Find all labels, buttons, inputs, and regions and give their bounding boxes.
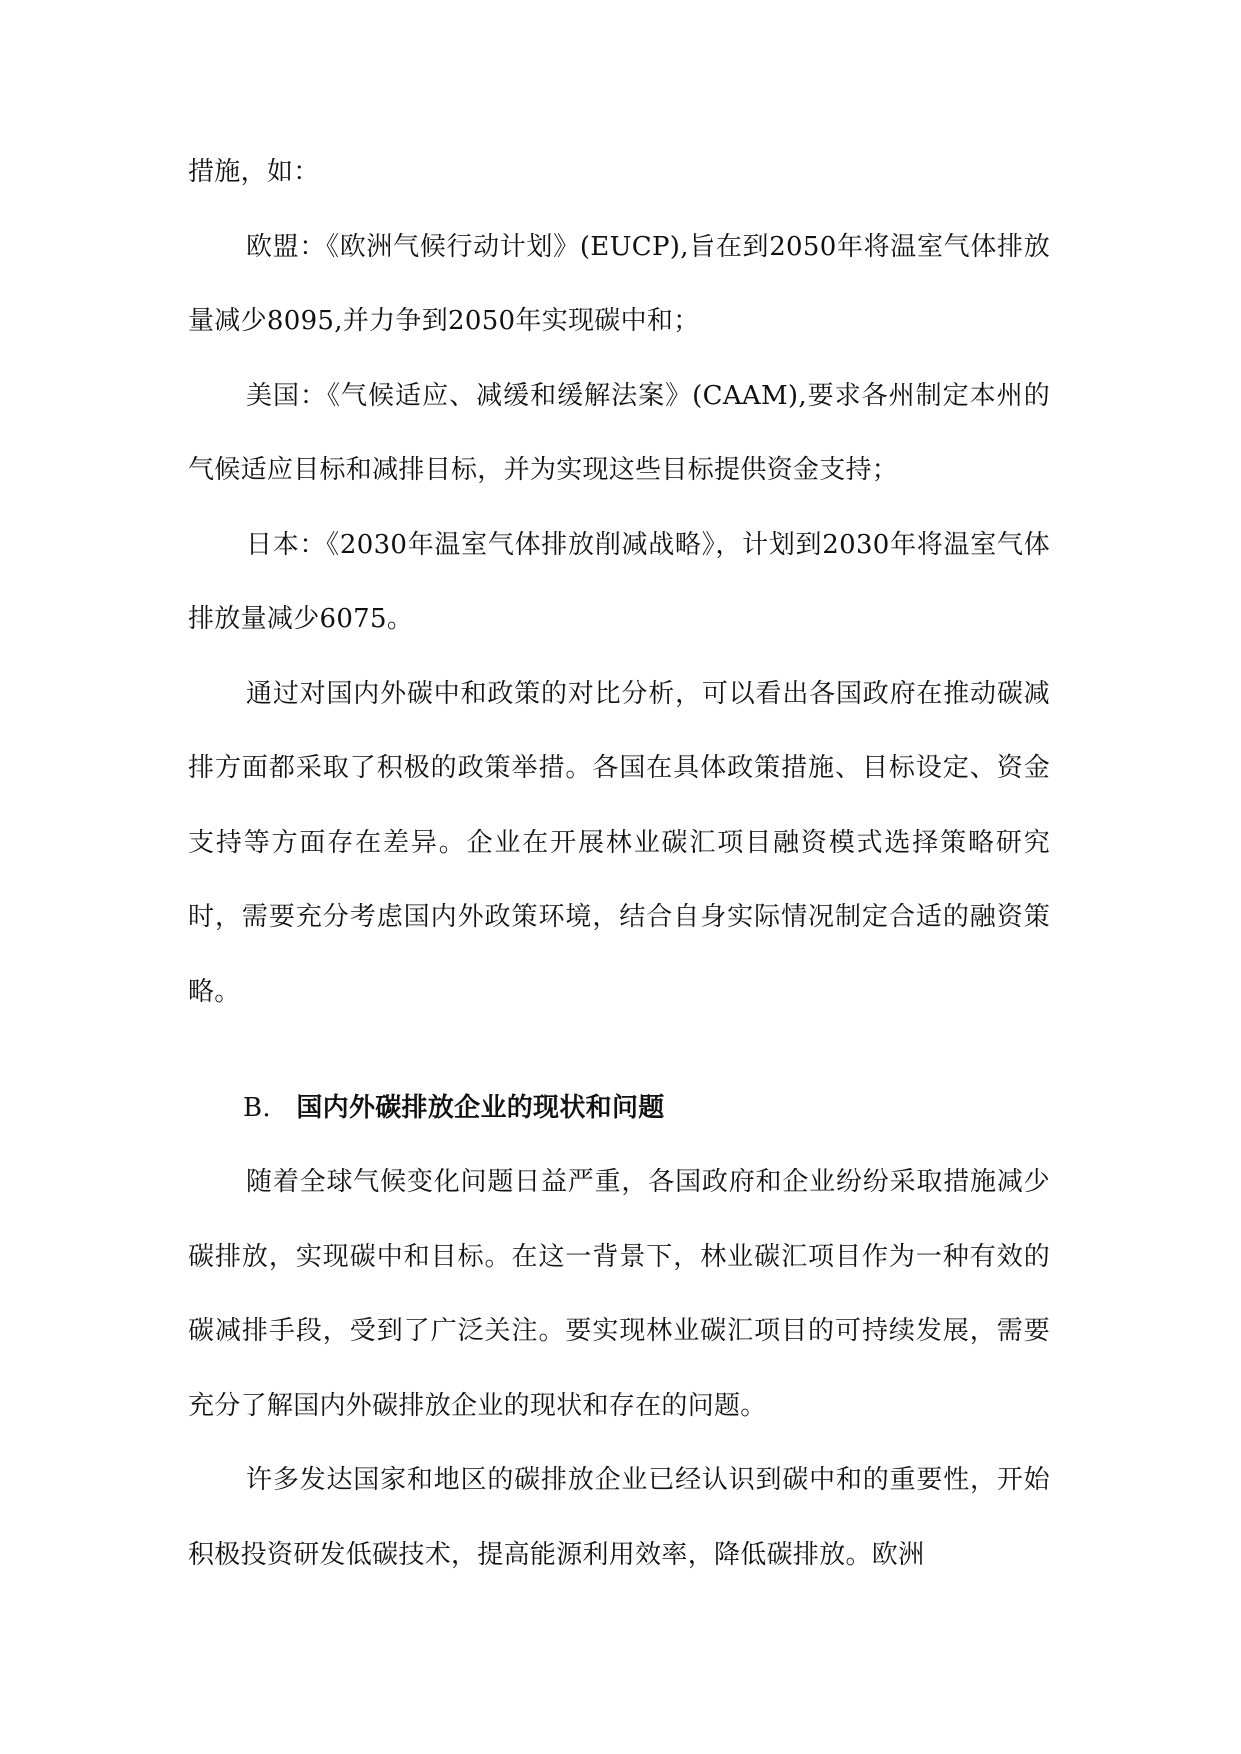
paragraph-intro: 措施，如：: [188, 157, 320, 187]
body-text-lower: [188, 1145, 1050, 1592]
paragraph-japan-policy: 日本：《2030年温室气体排放削减战略》，计划到2030年将温室气体排放量减少6075。: [188, 529, 1050, 634]
section-title: 国内外碳排放企业的现状和问题: [296, 1093, 665, 1123]
paragraph-policy-comparison: 通过对国内外碳中和政策的对比分析，可以看出各国政府在推动碳减排方面都采取了积极的政策举措。各国在具体政策措施、目标设定、资金支持等方面存在差异。企业在开展林业碳汇项目融资模式选择策略研究时，需要充分考虑国内外政策环境，结合自身实际情况制定合适的融资策略。: [188, 678, 1050, 1007]
paragraph-developed-countries: 许多发达国家和地区的碳排放企业已经认识到碳中和的重要性，开始积极投资研发低碳技术，提高能源利用效率，降低碳排放。欧洲: [188, 1465, 1050, 1570]
paragraph-background: 随着全球气候变化问题日益严重，各国政府和企业纷纷采取措施减少碳排放，实现碳中和目标。在这一背景下，林业碳汇项目作为一种有效的碳减排手段，受到了广泛关注。要实现林业碳汇项目的可持续发展，需要充分了解国内外碳排放企业的现状和存在的问题。: [188, 1167, 1050, 1421]
paragraph-eu-policy: 欧盟：《欧洲气候行动计划》(EUCP),旨在到2050年将温室气体排放量减少8095,并力争到2050年实现碳中和；: [188, 231, 1050, 336]
paragraph-us-policy: 美国：《气候适应、减缓和缓解法案》(CAAM),要求各州制定本州的气候适应目标和减排目标，并为实现这些目标提供资金支持；: [188, 380, 1050, 485]
section-heading: [243, 1078, 1043, 1138]
section-number: B.: [243, 1093, 271, 1123]
body-text-upper: [188, 135, 1050, 1029]
